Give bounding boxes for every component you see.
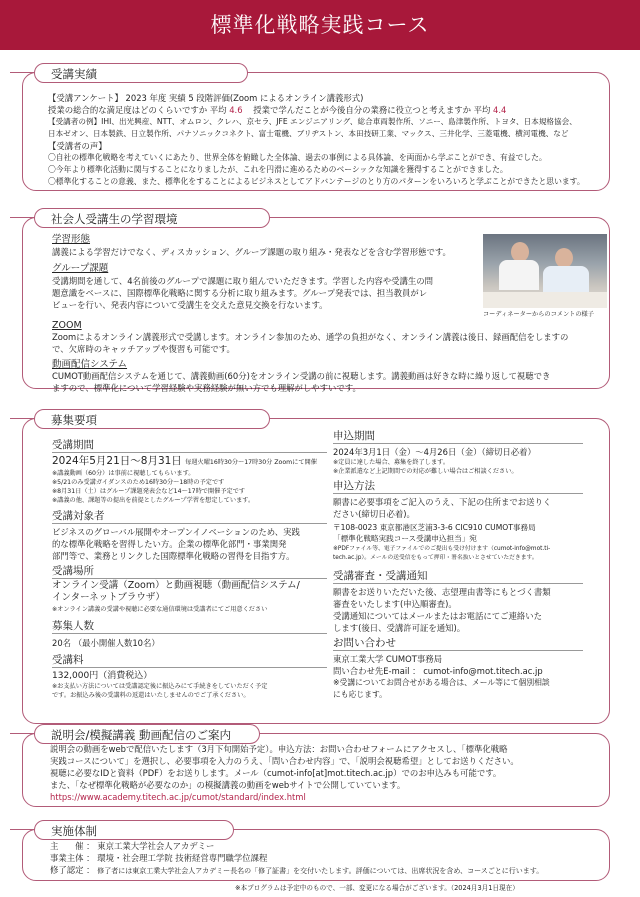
apply-method-text: 願書に必要事項をご記入のうえ、下記の住所までお送りく xyxy=(333,497,552,507)
place-title: 受講場所 xyxy=(52,564,327,579)
fee-note: ※お支払い方法については受講認定後に振込みにて手続きをしていただく予定 xyxy=(52,683,268,690)
environment-heading-label: 社会人受講生の学習環境 xyxy=(51,212,178,226)
org-row: 事業主体 ： 環境・社会理工学院 技術経営専門職学位課程 xyxy=(50,853,268,863)
period-note: ※講義の他、課題等の提出を前提としたグループ学習を想定しています。 xyxy=(52,497,255,504)
period-dates-value: 2024年5月21日～8月31日 xyxy=(52,455,182,467)
target-title: 受講対象者 xyxy=(52,509,327,524)
coordinator-photo xyxy=(483,234,607,308)
env-item-text: で、欠席時のキャッチアップや復習も可能です。 xyxy=(52,344,235,354)
env-item-text: 題意識をベースに、国際標準化戦略に関する分析に取り組みます。グループ発表では、担当教員がレ xyxy=(52,288,428,298)
period-note: ※5/21のみ受講ガイダンスのため16時30分～18時の予定です xyxy=(52,479,225,486)
contact-text: 東京工業大学 CUMOT事務局 xyxy=(333,654,442,664)
org-value: 修了者には東京工業大学社会人アカデミー長名の「修了証書」を交付いたします。評価については、出席状況を含め、コースごとに行います。 xyxy=(97,867,544,875)
results-heading xyxy=(34,63,248,83)
review-text: 受講通知についてはメールまたはお電話にてご連絡いた xyxy=(333,611,543,621)
target-text: ビジネスのグローバル展開やオープンイノベーションのため、実践 xyxy=(52,527,300,537)
briefing-url-link[interactable]: https://www.academy.titech.ac.jp/cumot/standard/index.html xyxy=(50,792,306,802)
apply-period-note: ※定員に達した場合、募集を終了します。 xyxy=(333,459,450,466)
target-text: 的な標準化戦略を習得したい方。企業の標準化部門・事業関発 xyxy=(52,539,287,549)
briefing-heading xyxy=(34,724,260,744)
place-note: ※オンライン講義の受講や視聴に必要な通信環境は受講者にてご用意ください xyxy=(52,606,268,613)
env-item-text: ますので、標準化について学習経験や実務経験が無い方でも理解がしやすいです。 xyxy=(52,383,361,393)
briefing-text: 視聴に必要なIDと資料（PDF）をお送りします。メール（cumot-info[at]mot.titech.ac.jp）でのお申込みも可能です。 xyxy=(50,768,502,778)
review-title: 受講審査・受講通知 xyxy=(333,569,583,584)
organization-heading xyxy=(34,820,234,840)
person-body xyxy=(499,260,539,290)
fee-value: 132,000円（消費税込） xyxy=(52,671,153,681)
environment-heading xyxy=(34,208,270,228)
review-text: します(後日、受講許可証を通知)。 xyxy=(333,623,466,633)
recruit-heading xyxy=(34,409,270,429)
apply-method-text: ださい(締切日必着)。 xyxy=(333,509,415,519)
org-row: 主 催 ： 東京工業大学社会人アカデミー xyxy=(50,841,215,851)
briefing-heading-label: 説明会/模擬講義 動画配信のご案内 xyxy=(51,728,232,742)
examples-line-2: 日本ゼオン、日本製鉄、日立製作所、パナソニックコネクト、富士電機、ブリヂストン、本田技研工業、マックス、三井化学、三菱電機、横河電機、など xyxy=(48,129,569,138)
q1-text: 授業の総合的な満足度はどのくらいですか 平均 xyxy=(48,105,227,115)
capacity-value: 20名 （最小開催人数10名） xyxy=(52,638,160,648)
footer-note: ※本プログラムは予定中のもので、一部、変更になる場合がございます。（2024月3月1日現在） xyxy=(235,884,519,892)
voice-2: 〇今年より標準化活動に関与することになりましたが、これを円滑に進めるためのベーシックな知識を獲得することができました。 xyxy=(48,165,508,174)
contact-email[interactable]: 問い合わせ先E-mail ： cumot-info@mot.titech.ac.jp xyxy=(333,666,543,676)
q2-text: 授業で学んだことが今後自分の業務に役立つと考えますか 平均 xyxy=(253,105,491,115)
examples-line-1: 【受講者の例】IHI、出光興産、NTT、オムロン、クレハ、京セラ、JFE エンジニアリング、総合車両製作所、ソニー、島津製作所、トヨタ、日本規格協会、 xyxy=(48,117,577,126)
fee-note: です。お振込み後の受講料の返還はいたしませんのでご了承ください。 xyxy=(52,692,250,699)
apply-note: tech.ac.jp）。メールの送受信をもって押印・署名抜いとさせていただきます。 xyxy=(333,555,538,561)
voice-1: 〇自社の標準化戦略を考えていくにあたり、世界全体を俯瞰した全体論、過去の事例による具体論、を両面から学ぶことができ、有益でした。 xyxy=(48,153,547,162)
period-title: 受講期間 xyxy=(52,438,327,453)
target-text: 部門等で、業務とリンクした国際標準化戦略の習得を目指す方。 xyxy=(52,551,295,561)
apply-period-note: ※企業派遣など上記期間での対応が難しい場合はご相談ください。 xyxy=(333,468,518,475)
review-text: 審査をいたします(申込順審査)。 xyxy=(333,599,457,609)
apply-period-value: 2024年3月1日（金）～4月26日（金）（締切日必着） xyxy=(333,447,536,457)
contact-note: ※受講についてお問合せがある場合は、メール等にて個別相談 xyxy=(333,678,550,687)
env-item-title: ZOOM xyxy=(52,320,82,331)
review-text: 願書をお送りいただいた後、志望理由書等にもとづく書類 xyxy=(333,587,551,597)
voices-label: 【受講者の声】 xyxy=(48,141,107,151)
voice-3: 〇標準化することの意義、また、標準化をすることによるビジネスとしてアドバンテージのとり方のパターンをいろいろと学ぶことができたと思います。 xyxy=(48,177,585,186)
briefing-text: また、「なぜ標準化戦略が必要なのか」の模擬講義の動画をwebサイトで公開していています。 xyxy=(50,780,406,790)
q1-score: 4.6 xyxy=(229,105,243,115)
organization-heading-label: 実施体制 xyxy=(51,824,97,838)
env-item-text: CUMOT動画配信システムを通じて、講義動画(60分)をオンライン受講の前に視聴します。講義動画は好きな時に繰り返して視聴でき xyxy=(52,371,551,381)
table xyxy=(483,292,607,308)
place-text: オンライン受講（Zoom）と動画視聴（動画配信システム/ xyxy=(52,580,300,591)
org-value: 環境・社会理工学院 技術経営専門職学位課程 xyxy=(97,853,268,863)
env-item-text: 講義による学習だけでなく、ディスカッション、グループ課題の取り組み・発表などを含む学習形態です。 xyxy=(52,247,451,257)
briefing-text: 説明会の動画をwebで配信いたします（3月下旬開始予定）。申込方法：お問い合わせフォームにアクセスし、「標準化戦略 xyxy=(50,744,508,754)
apply-method-title: 申込方法 xyxy=(333,479,583,494)
person-head xyxy=(555,248,573,268)
results-heading-label: 受講実績 xyxy=(51,67,97,81)
survey-label: 【受講アンケート】 2023 年度 実績 5 段階評価(Zoom によるオンライン講義形式) xyxy=(48,93,364,103)
apply-address: 〒108-0023 東京都港区芝浦3-3-6 CIC910 CUMOT事務局 xyxy=(333,523,536,532)
contact-note: にも応じます。 xyxy=(333,690,387,699)
recruit-heading-label: 募集要項 xyxy=(51,413,97,427)
page-title-banner xyxy=(0,0,640,50)
q2-score: 4.4 xyxy=(493,105,507,115)
period-dates xyxy=(52,455,317,467)
apply-address: 「標準化戦略実践コース受講申込担当」宛 xyxy=(333,534,477,543)
org-label: 修了認定 xyxy=(50,865,84,875)
contact-title: お問い合わせ xyxy=(333,636,583,651)
org-label: 主 催 xyxy=(50,841,84,851)
org-label: 事業主体 xyxy=(50,853,84,863)
photo-caption: コーディネーターからのコメントの様子 xyxy=(483,311,594,318)
person-head xyxy=(511,242,529,262)
env-item-text: 受講期間を通して、4名前後のグループで課題に取り組んでいただきます。学習した内容や受講生の問 xyxy=(52,276,433,286)
env-item-title: 学習形態 xyxy=(52,234,91,245)
period-note: ※8月31日（土）はグループ課題発表会など14～17時で開催予定です xyxy=(52,488,246,495)
apply-note: ※PDFファイル等、電子ファイルでのご提出も受け付けます（cumot-info@mot.ti- xyxy=(333,546,551,552)
survey-q1 xyxy=(48,104,506,116)
apply-period-title: 申込期間 xyxy=(333,429,583,444)
fee-title: 受講料 xyxy=(52,653,327,668)
capacity-title: 募集人数 xyxy=(52,619,327,634)
org-value: 東京工業大学社会人アカデミー xyxy=(97,841,215,851)
page-title: 標準化戦略実践コース xyxy=(210,13,430,37)
place-text: インターネットブラウザ） xyxy=(52,592,165,603)
period-note: ※講義動画（60分）は事前に視聴してもらいます。 xyxy=(52,470,195,477)
briefing-text: 実践コースについて」を選択し、必要事項を入力のうえ、「問い合わせ内容」で、「説明会視聴希望」としてお送りください。 xyxy=(50,756,519,766)
env-item-text: ビューを行い、発表内容について受講生を交えた意見交換を行ないます。 xyxy=(52,300,328,310)
env-item-title: グループ課題 xyxy=(52,263,109,274)
env-item-text: Zoomによるオンライン講義形式で受講します。オンライン参加のため、通学の負担がなく、オンライン講義は後日、録画配信をしますの xyxy=(52,332,569,342)
period-schedule: 毎週火曜16時30分～17時30分 Zoomにて開催 xyxy=(185,459,317,466)
org-row: 修了認定 ： 修了者には東京工業大学社会人アカデミー長名の「修了証書」を交付いたします。評価については、出席状況を含め、コースごとに行います。 xyxy=(50,865,544,875)
env-item-title: 動画配信システム xyxy=(52,359,128,370)
